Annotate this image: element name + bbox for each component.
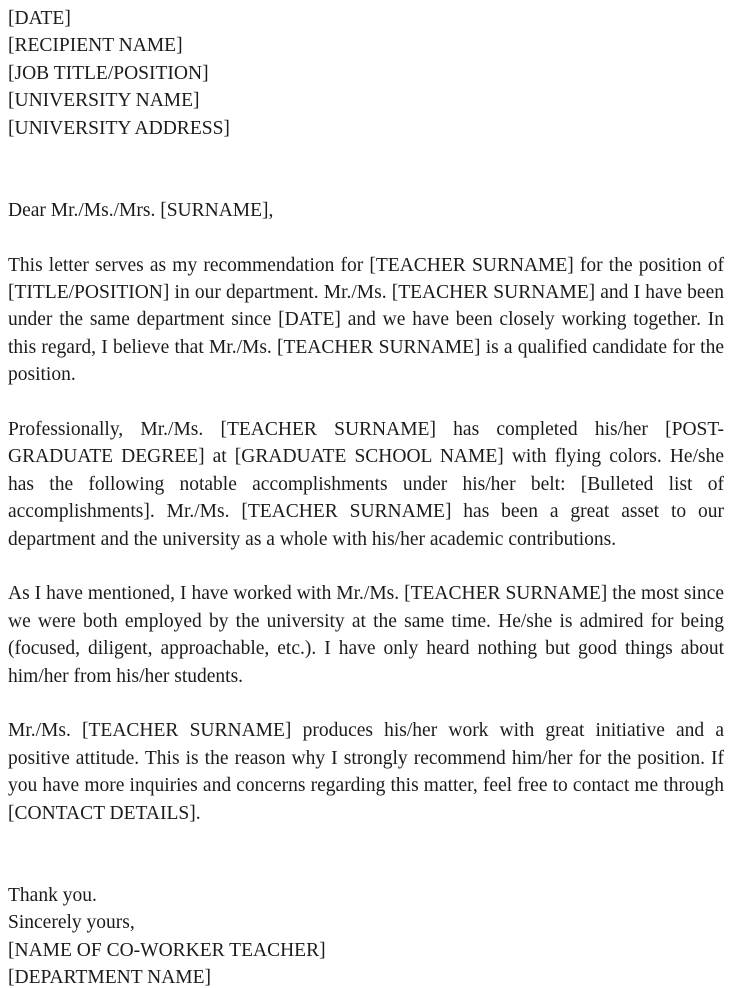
job-title-placeholder: [JOB TITLE/POSITION] [8, 62, 209, 84]
salutation: Dear Mr./Ms./Mrs. [SURNAME], [8, 199, 274, 221]
sender-name-placeholder: [NAME OF CO-WORKER TEACHER] [8, 939, 326, 961]
university-name-placeholder: [UNIVERSITY NAME] [8, 90, 200, 112]
paragraph-introduction: This letter serves as my recommendation for [TEACHER SURNAME] for the position of [TITLE/POSITION] in our department. Mr./Ms. [TEACHER SURNAME] and I have been under the same department since [DATE] and we have been closely working together. In this regard, I believe that Mr./Ms. [TEACHER SURNAME] is a qualified candidate for the position. [8, 254, 724, 386]
spacer [8, 855, 724, 882]
recipient-name-placeholder: [RECIPIENT NAME] [8, 35, 183, 57]
closing-thank-you: Thank you. [8, 884, 97, 906]
paragraph-recommendation: Mr./Ms. [TEACHER SURNAME] produces his/her work with great initiative and a positive attitude. This is the reason why I strongly recommend him/her for the position. If you have more inquiries and concerns regarding this matter, feel free to contact me through [CONTACT DETAILS]. [8, 720, 724, 824]
department-name-placeholder: [DEPARTMENT NAME] [8, 967, 212, 988]
spacer [8, 224, 724, 251]
paragraph-qualifications: Professionally, Mr./Ms. [TEACHER SURNAME] has completed his/her [POST-GRADUATE DEGREE] at [GRADUATE SCHOOL NAME] with flying colors. He/she has the following notable accomplishments under his/her belt: [Bulleted list of accomplishments]. Mr./Ms. [TEACHER SURNAME] has been a great asset to our department and the university as a whole with his/her academic contributions. [8, 419, 724, 550]
closing-sign-off: Sincerely yours, [8, 912, 135, 934]
letter-header-block [8, 5, 724, 142]
spacer [8, 142, 724, 197]
date-placeholder: [DATE] [8, 8, 71, 29]
paragraph-personal-traits: As I have mentioned, I have worked with Mr./Ms. [TEACHER SURNAME] the most since we were both employed by the university at the same time. He/she is admired for being (focused, diligent, approachable, etc.). I have only heard nothing but good things about him/her from his/her students. [8, 583, 724, 687]
university-address-placeholder: [UNIVERSITY ADDRESS] [8, 117, 230, 139]
letter-closing-block [8, 882, 724, 988]
